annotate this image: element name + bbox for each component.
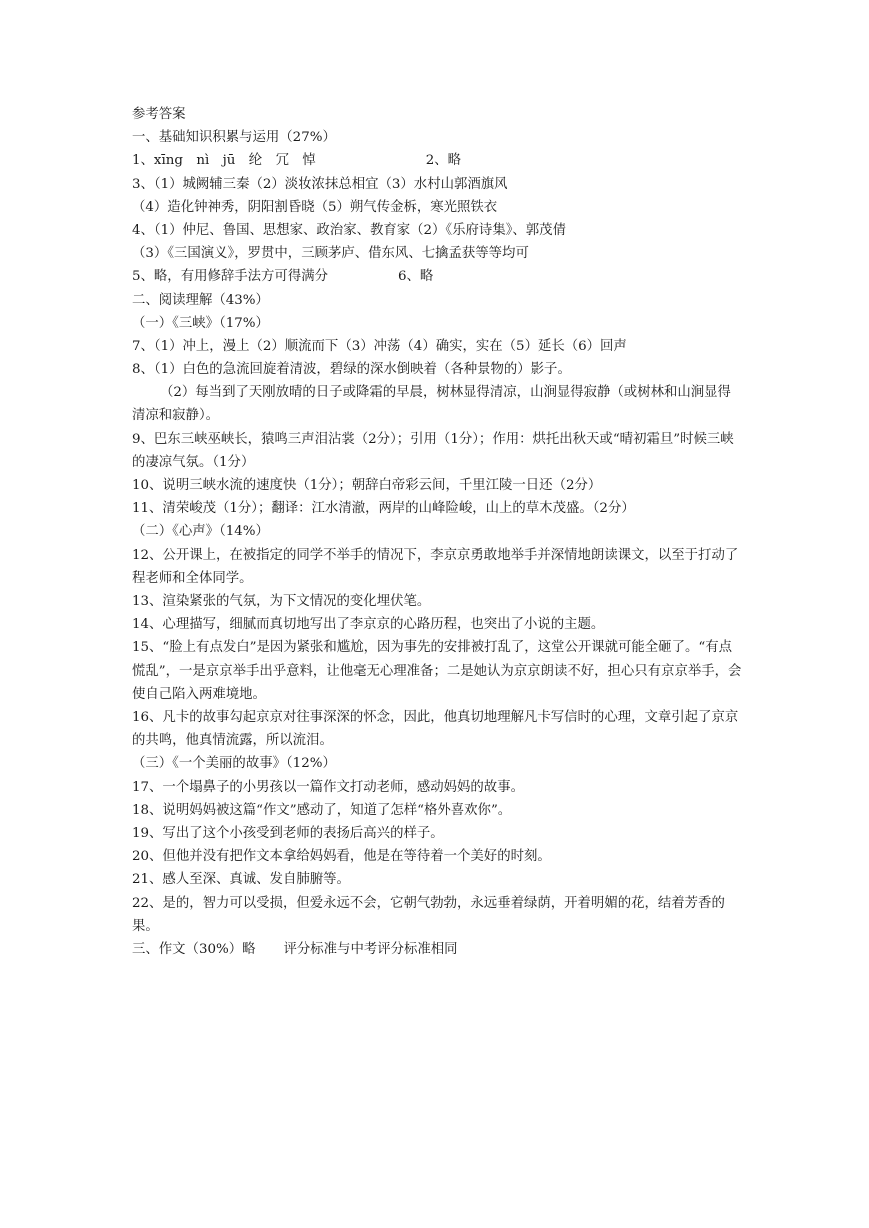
answer-8-line-1: 8、（1）白色的急流回旋着清波，碧绿的深水倒映着（各种景物的）影子。 (132, 362, 571, 378)
answer-4-line-1: 4、（1）仲尼、鲁国、思想家、政治家、教育家（2）《乐府诗集》、郭茂倩 (132, 222, 566, 238)
part-2-heading: （二）《心声》（14%） (132, 524, 269, 540)
answer-8-line-2: （2）每当到了天刚放晴的日子或降霜的早晨，树林显得清凉，山涧显得寂静（或树林和山涧显得清凉和寂静）。 (132, 385, 731, 424)
answer-7: 7、（1）冲上，漫上（2）顺流而下（3）冲荡（4）确实，实在（5）延长（6）回声 (132, 338, 627, 354)
answer-4-line-2: （3）《三国演义》，罗贯中，三顾茅庐、借东风、七擒孟获等等均可 (132, 246, 529, 262)
answer-11: 11、清荣峻茂（1分）；翻译：江水清澈，两岸的山峰险峻，山上的草木茂盛。（2分） (132, 501, 635, 517)
section-3-note: 评分标准与中考评分标准相同 (283, 941, 458, 957)
answer-17: 17、一个塌鼻子的小男孩以一篇作文打动老师，感动妈妈的故事。 (132, 779, 524, 795)
section-3-row (132, 938, 744, 961)
section-1-heading: 一、基础知识积累与运用（27%） (132, 130, 336, 146)
section-3-heading: 三、作文（30%）略 (132, 941, 256, 957)
answer-12: 12、公开课上，在被指定的同学不举手的情况下，李京京勇敢地举手并深情地朗读课文，以至于打动了程老师和全体同学。 (132, 547, 739, 586)
answer-13: 13、渲染紧张的气氛，为下文情况的变化埋伏笔。 (132, 594, 431, 610)
answer-18: 18、说明妈妈被这篇“作文”感动了，知道了怎样“格外喜欢你”。 (132, 802, 512, 818)
answer-3-line-2: （4）造化钟神秀，阴阳割昏晓（5）朔气传金柝，寒光照铁衣 (132, 199, 498, 215)
answer-3-line-1: 3、（1）城阙辅三秦（2）淡妆浓抹总相宜（3）水村山郭酒旗风 (132, 176, 508, 192)
answer-6: 6、略 (398, 269, 434, 285)
answer-row-5-6 (132, 265, 744, 288)
answer-10: 10、说明三峡水流的速度快（1分）；朝辞白帝彩云间，千里江陵一日还（2分） (132, 478, 602, 494)
answer-15: 15、“脸上有点发白”是因为紧张和尴尬，因为事先的安排被打乱了，这堂公开课就可能全砸了。“有点慌乱”，一是京京举手出乎意料，让他毫无心理准备；二是她认为京京朗读不好，担心只有京京举手，会使自己陷入两难境地。 (132, 640, 742, 702)
answer-row-1-2 (132, 149, 744, 172)
part-3-heading: （三）《一个美丽的故事》（12%） (132, 756, 336, 772)
doc-title: 参考答案 (132, 107, 186, 122)
section-2-heading: 二、阅读理解（43%） (132, 292, 269, 308)
answer-22: 22、是的，智力可以受损，但爱永远不会，它朝气勃勃，永远垂着绿荫，开着明媚的花，结着芳香的果。 (132, 895, 725, 934)
answer-20: 20、但他并没有把作文本拿给妈妈看，他是在等待着一个美好的时刻。 (132, 849, 551, 865)
answer-16: 16、凡卡的故事勾起京京对往事深深的怀念，因此，他真切地理解凡卡写信时的心理，文章引起了京京的共鸣，他真情流露，所以流泪。 (132, 710, 739, 749)
answer-2: 2、略 (425, 153, 462, 169)
answer-19: 19、写出了这个小孩受到老师的表扬后高兴的样子。 (132, 825, 444, 841)
answer-1: 1、xīng nì jū 纶 冗 悼 (132, 153, 316, 169)
answer-key-document (132, 103, 744, 961)
answer-9: 9、巴东三峡巫峡长，猿鸣三声泪沾裳（2分）；引用（1分）；作用：烘托出秋天或“晴初霜旦”时候三峡的凄凉气氛。（1分） (132, 431, 734, 470)
answer-14: 14、心理描写，细腻而真切地写出了李京京的心路历程，也突出了小说的主题。 (132, 617, 605, 633)
answer-5: 5、略，有用修辞手法方可得满分 (132, 269, 328, 285)
answer-21: 21、感人至深、真诚、发自肺腑等。 (132, 872, 350, 888)
part-1-heading: （一）《三峡》（17%） (132, 315, 269, 331)
